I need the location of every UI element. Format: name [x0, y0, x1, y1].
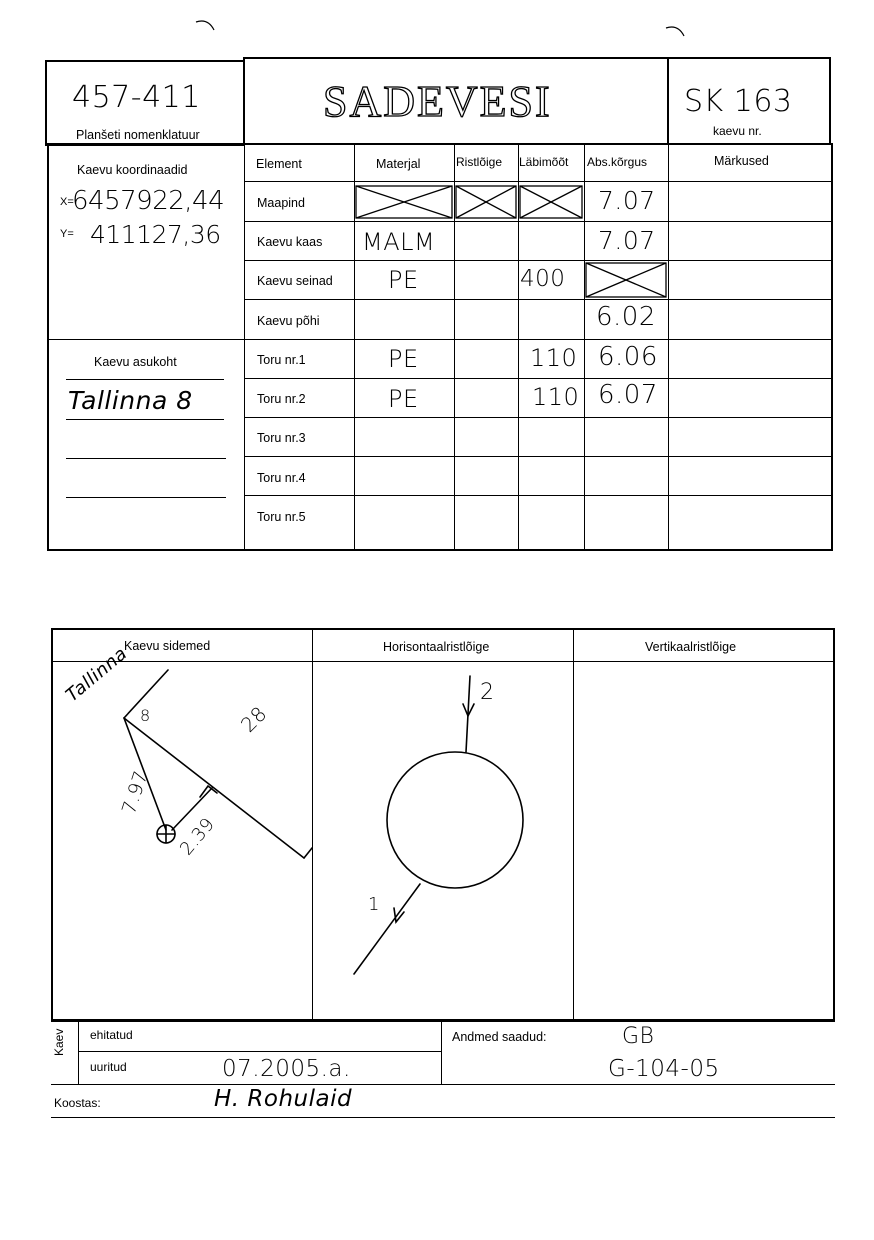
surveyed-label: uuritud	[90, 1060, 127, 1074]
vertical-section-label: Vertikaalristlõige	[645, 640, 737, 654]
data-source-value-1: GB	[622, 1024, 655, 1049]
row-label: Toru nr.3	[257, 431, 306, 445]
cell-abs-height: 6.02	[596, 302, 656, 332]
built-label: ehitatud	[90, 1028, 133, 1042]
cell-abs-height: 7.07	[598, 226, 656, 255]
cell-material: PE	[388, 385, 419, 413]
row-label: Toru nr.2	[257, 392, 306, 406]
compiled-value: H. Rohulaid	[214, 1086, 353, 1112]
surveyed-value: 07.2005.a.	[222, 1056, 351, 1082]
row-label: Toru nr.4	[257, 471, 306, 485]
cell-abs-height: 6.07	[598, 380, 658, 410]
row-label: Toru nr.1	[257, 353, 306, 367]
col-diameter: Läbimõõt	[519, 155, 569, 169]
x-value: 6457922,44	[72, 186, 225, 216]
label-28: 28	[236, 701, 272, 737]
compiled-label: Koostas:	[54, 1096, 101, 1110]
distance-b: 2.39	[176, 813, 220, 860]
cell-abs-height: 7.07	[598, 186, 656, 215]
col-element: Element	[256, 157, 302, 171]
col-cross-section: Ristlõige	[456, 155, 503, 169]
cell-material: PE	[388, 345, 419, 373]
row-label: Kaevu kaas	[257, 235, 323, 249]
location-label: Kaevu asukoht	[94, 355, 177, 369]
cell-abs-height: 6.06	[598, 342, 658, 372]
page-title: SADEVESI	[323, 77, 552, 126]
well-number: SK 163	[684, 84, 793, 119]
cell-material: PE	[388, 266, 419, 294]
row-label: Kaevu põhi	[257, 314, 320, 328]
street-name: Tallinna	[62, 643, 132, 707]
cell-diameter: 110	[532, 383, 580, 411]
location-value: Tallinna 8	[68, 386, 193, 415]
sheet-number: 457-411	[72, 80, 201, 115]
row-label: Toru nr.5	[257, 510, 306, 524]
cell-diameter: 110	[530, 344, 578, 372]
horizontal-section-label: Horisontaalristlõige	[383, 640, 490, 654]
y-value: 411127,36	[90, 220, 221, 249]
col-notes: Märkused	[714, 154, 769, 168]
col-abs-height: Abs.kõrgus	[587, 155, 648, 169]
distance-a: 7.97	[118, 767, 153, 817]
y-label: Y=	[60, 228, 74, 240]
coordinates-label: Kaevu koordinaadid	[77, 163, 188, 177]
well-number-label: kaevu nr.	[713, 124, 762, 138]
sheet-number-label: Planšeti nomenklatuur	[76, 128, 200, 142]
cell-diameter: 400	[520, 266, 566, 292]
house-number: 8	[140, 706, 151, 725]
row-label: Kaevu seinad	[257, 274, 333, 288]
x-label: X=	[60, 196, 74, 208]
data-source-value-2: G-104-05	[608, 1056, 720, 1082]
row-label: Maapind	[257, 196, 305, 210]
ties-label: Kaevu sidemed	[124, 639, 211, 653]
pipe-1-label: 1	[368, 894, 380, 915]
col-material: Materjal	[376, 157, 421, 171]
pipe-2-label: 2	[480, 680, 495, 705]
well-label: Kaev	[52, 1028, 66, 1056]
cell-material: MALM	[362, 228, 436, 256]
data-source-label: Andmed saadud:	[452, 1030, 547, 1044]
